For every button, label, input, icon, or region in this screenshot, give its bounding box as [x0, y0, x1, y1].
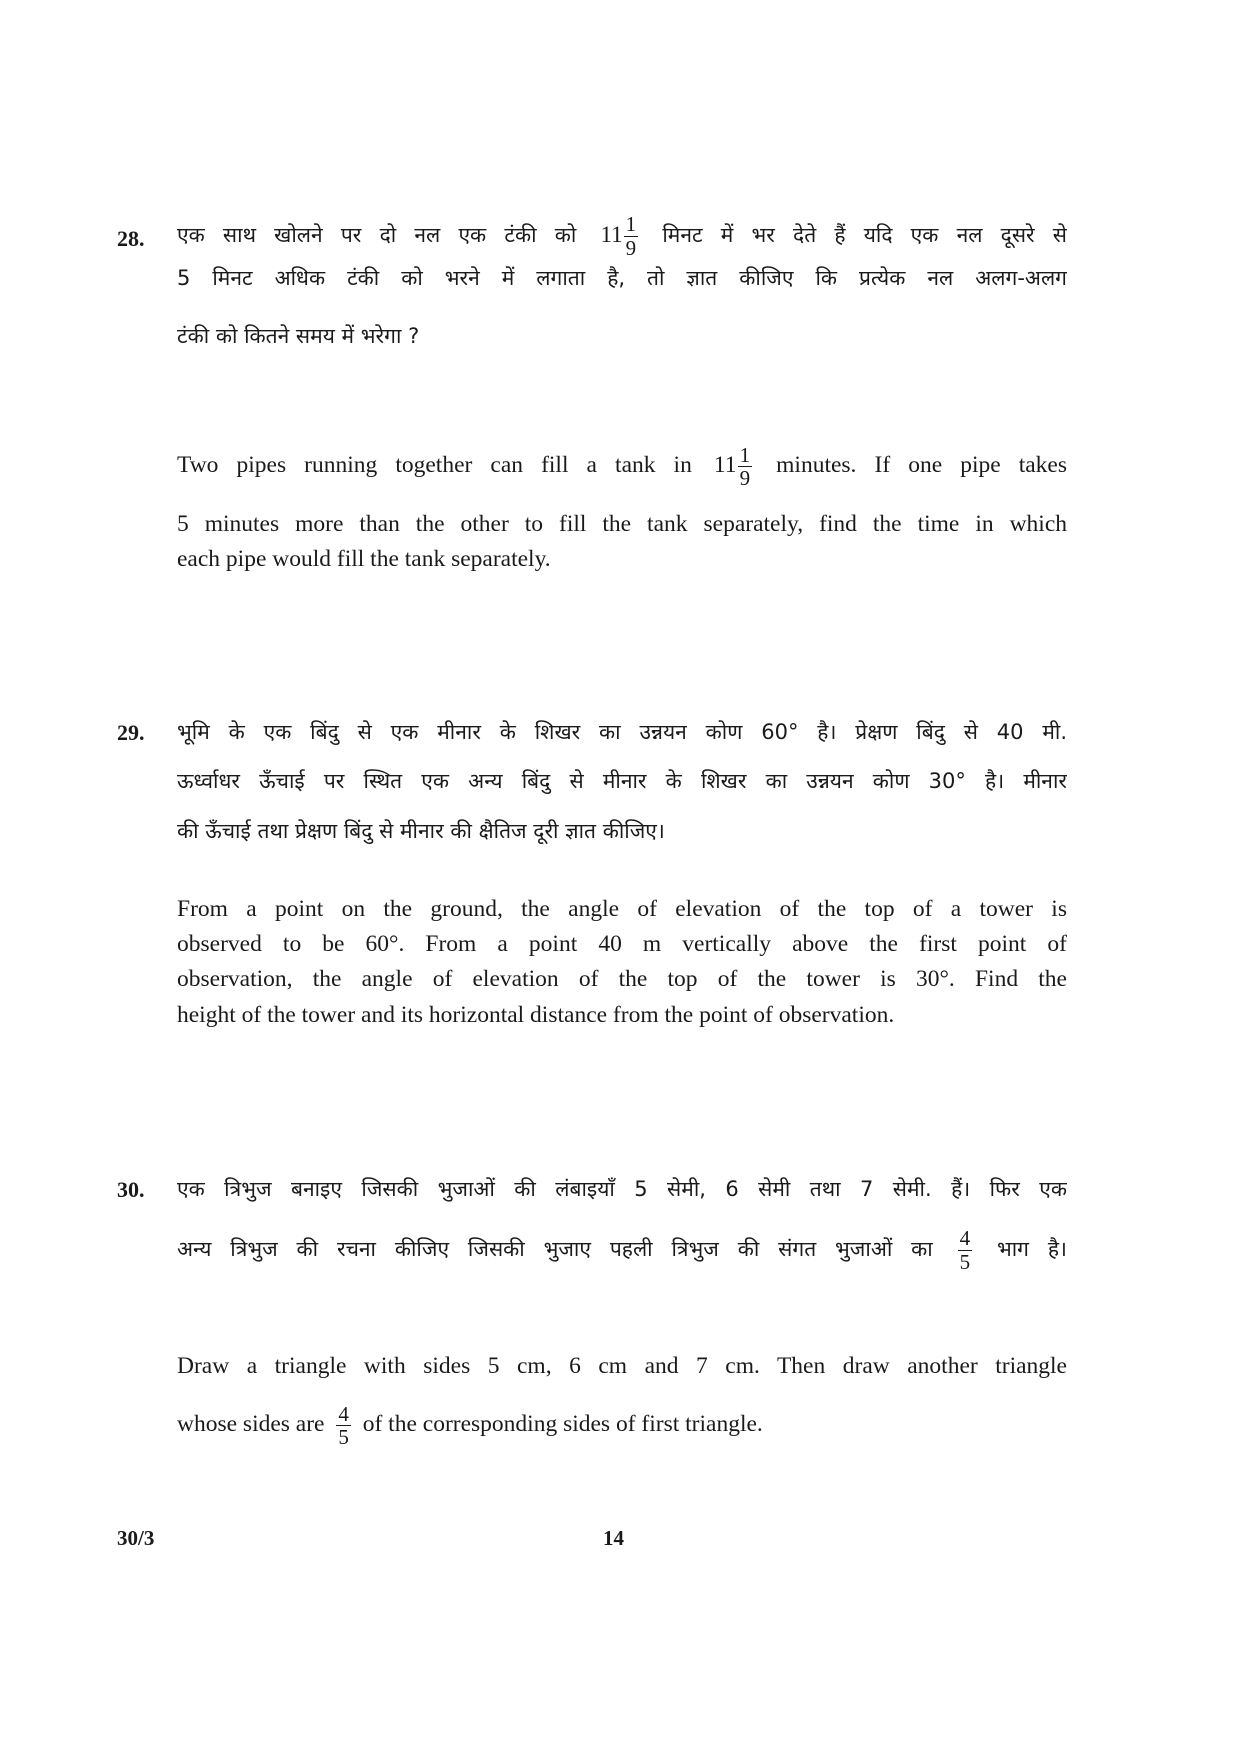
english-line-3: observation, the angle of elevation of the top of the tower is 30°. Find the — [177, 966, 1067, 992]
english-line-4: height of the tower and its horizontal distance from the point of observation. — [177, 1002, 895, 1028]
hindi-line-2: अन्य त्रिभुज की रचना कीजिए जिसकी भुजाए पहली त्रिभुज की संगत भुजाओं का $\frac{4}{5}$ भाग है। — [177, 1226, 1067, 1274]
fraction: $\frac{4}{5}$ — [959, 1226, 971, 1274]
english-line-3: each pipe would fill the tank separately. — [177, 546, 551, 572]
english-line-2: observed to be 60°. From a point 40 m vertically above the first point of — [177, 931, 1067, 957]
hindi-line-3: की ऊँचाई तथा प्रेक्षण बिंदु से मीनार की क्षैतिज दूरी ज्ञात कीजिए। — [177, 819, 665, 843]
hindi-line-2: ऊर्ध्वाधर ऊँचाई पर स्थित एक अन्य बिंदु से मीनार के शिखर का उन्नयन कोण 30° है। मीनार — [177, 769, 1067, 793]
page-number: 14 — [603, 1526, 624, 1550]
question-number: 30. — [117, 1177, 145, 1202]
english-line-1: From a point on the ground, the angle of elevation of the top of a tower is — [177, 896, 1067, 922]
hindi-line-2: 5 मिनट अधिक टंकी को भरने में लगाता है, तो ज्ञात कीजिए कि प्रत्येक नल अलग-अलग — [177, 266, 1067, 290]
english-line-2: whose sides are $\frac{4}{5}$ of the corresponding sides of first triangle. — [177, 1402, 763, 1450]
hindi-line-1: एक त्रिभुज बनाइए जिसकी भुजाओं की लंबाइयाँ 5 सेमी, 6 सेमी तथा 7 सेमी. हैं। फिर एक — [177, 1177, 1067, 1201]
mixed-number-whole: 11 — [713, 452, 737, 478]
hindi-line-1: भूमि के एक बिंदु से एक मीनार के शिखर का उन्नयन कोण 60° है। प्रेक्षण बिंदु से 40 मी. — [177, 720, 1067, 744]
fraction: $\frac{1}{9}$ — [739, 443, 751, 490]
question-number: 28. — [117, 226, 145, 251]
hindi-line-1: एक साथ खोलने पर दो नल एक टंकी को 11 $\frac{1}{9}$ मिनट में भर देते हैं यदि एक नल दूसरे से — [177, 212, 1067, 259]
mixed-number-whole: 11 — [600, 222, 623, 247]
fraction: $\frac{1}{9}$ — [625, 212, 637, 259]
english-line-1: Draw a triangle with sides 5 cm, 6 cm and 7 cm. Then draw another triangle — [177, 1353, 1067, 1379]
question-number: 29. — [117, 720, 145, 745]
paper-code: 30/3 — [117, 1526, 155, 1550]
hindi-line-3: टंकी को कितने समय में भरेगा ? — [177, 324, 420, 348]
english-line-2: 5 minutes more than the other to fill the tank separately, find the time in which — [177, 511, 1067, 537]
fraction: $\frac{4}{5}$ — [338, 1402, 349, 1450]
english-line-1: Two pipes running together can fill a tank in 11 $\frac{1}{9}$ minutes. If one pipe takes — [177, 443, 1067, 490]
